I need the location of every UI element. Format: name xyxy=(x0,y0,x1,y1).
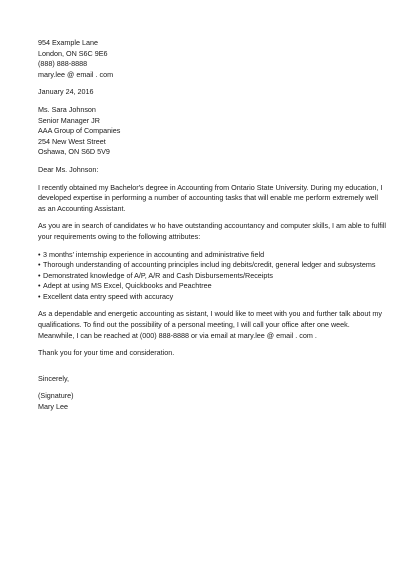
recipient-company: AAA Group of Companies xyxy=(38,126,121,136)
paragraph-meeting xyxy=(38,309,383,341)
recipient-street: 254 New West Street xyxy=(38,136,106,146)
sender-email: mary.lee @ email . com xyxy=(38,69,114,79)
list-item: • Thorough understanding of accounting principles includ ing debits/credit, general ledger and subsystems xyxy=(38,260,368,271)
paragraph-line: Meanwhile, I can be reached at (000) 888-8888 or via email at mary.lee @ email . com . xyxy=(38,330,317,340)
list-item: • 3 months' internship experience in accounting and administrative field xyxy=(38,250,368,261)
paragraph-line: your requirements owing to the following attributes: xyxy=(38,231,201,241)
list-item: • Adept at using MS Excel, Quickbooks and Peachtree xyxy=(38,281,368,292)
recipient-city: Oshawa, ON S6D 5V9 xyxy=(38,147,110,157)
cover-letter xyxy=(38,38,386,413)
signer-name: Mary Lee xyxy=(38,402,68,412)
thanks-text: Thank you for your time and consideration. xyxy=(38,348,175,358)
letter-date xyxy=(38,87,368,98)
recipient-address xyxy=(38,105,368,158)
paragraph-line: As a dependable and energetic accounting as sistant, I would like to meet with you and further talk about my xyxy=(38,309,383,319)
thanks-line xyxy=(38,348,368,359)
paragraph-line: I recently obtained my Bachelor's degree in Accounting from Ontario State University. During my education, I xyxy=(38,182,383,192)
list-item: • Demonstrated knowledge of A/P, A/R and Cash Disbursements/Receipts xyxy=(38,271,368,282)
sender-city: London, ON S6C 9E6 xyxy=(38,48,108,58)
closing xyxy=(38,374,368,385)
date-text: January 24, 2016 xyxy=(38,87,94,97)
paragraph-education xyxy=(38,182,383,215)
list-item: • Excellent data entry speed with accuracy xyxy=(38,292,368,303)
closing-text: Sincerely, xyxy=(38,373,70,383)
paragraph-skills xyxy=(38,221,386,242)
paragraph-line: qualifications. To find out the possibility of a personal meeting, I will call your office after one week. xyxy=(38,320,350,330)
paragraph-line: developed expertise in performing a number of accounting tasks that will enable me perform extremely well xyxy=(38,193,378,203)
recipient-name: Ms. Sara Johnson xyxy=(38,104,96,114)
salutation xyxy=(38,165,368,176)
signature-placeholder: (Signature) xyxy=(38,391,74,401)
sender-address xyxy=(38,38,368,80)
salutation-text: Dear Ms. Johnson: xyxy=(38,164,99,174)
sender-street: 954 Example Lane xyxy=(38,38,98,47)
paragraph-line: As you are in search of candidates w ho have outstanding accountancy and computer skills, I am able to fulfill xyxy=(38,221,386,231)
signature-block xyxy=(38,391,368,412)
attributes-list xyxy=(38,249,376,303)
recipient-title: Senior Manager JR xyxy=(38,115,100,125)
paragraph-line: as an Accounting Assistant. xyxy=(38,203,126,213)
sender-phone: (888) 888-8888 xyxy=(38,59,88,69)
